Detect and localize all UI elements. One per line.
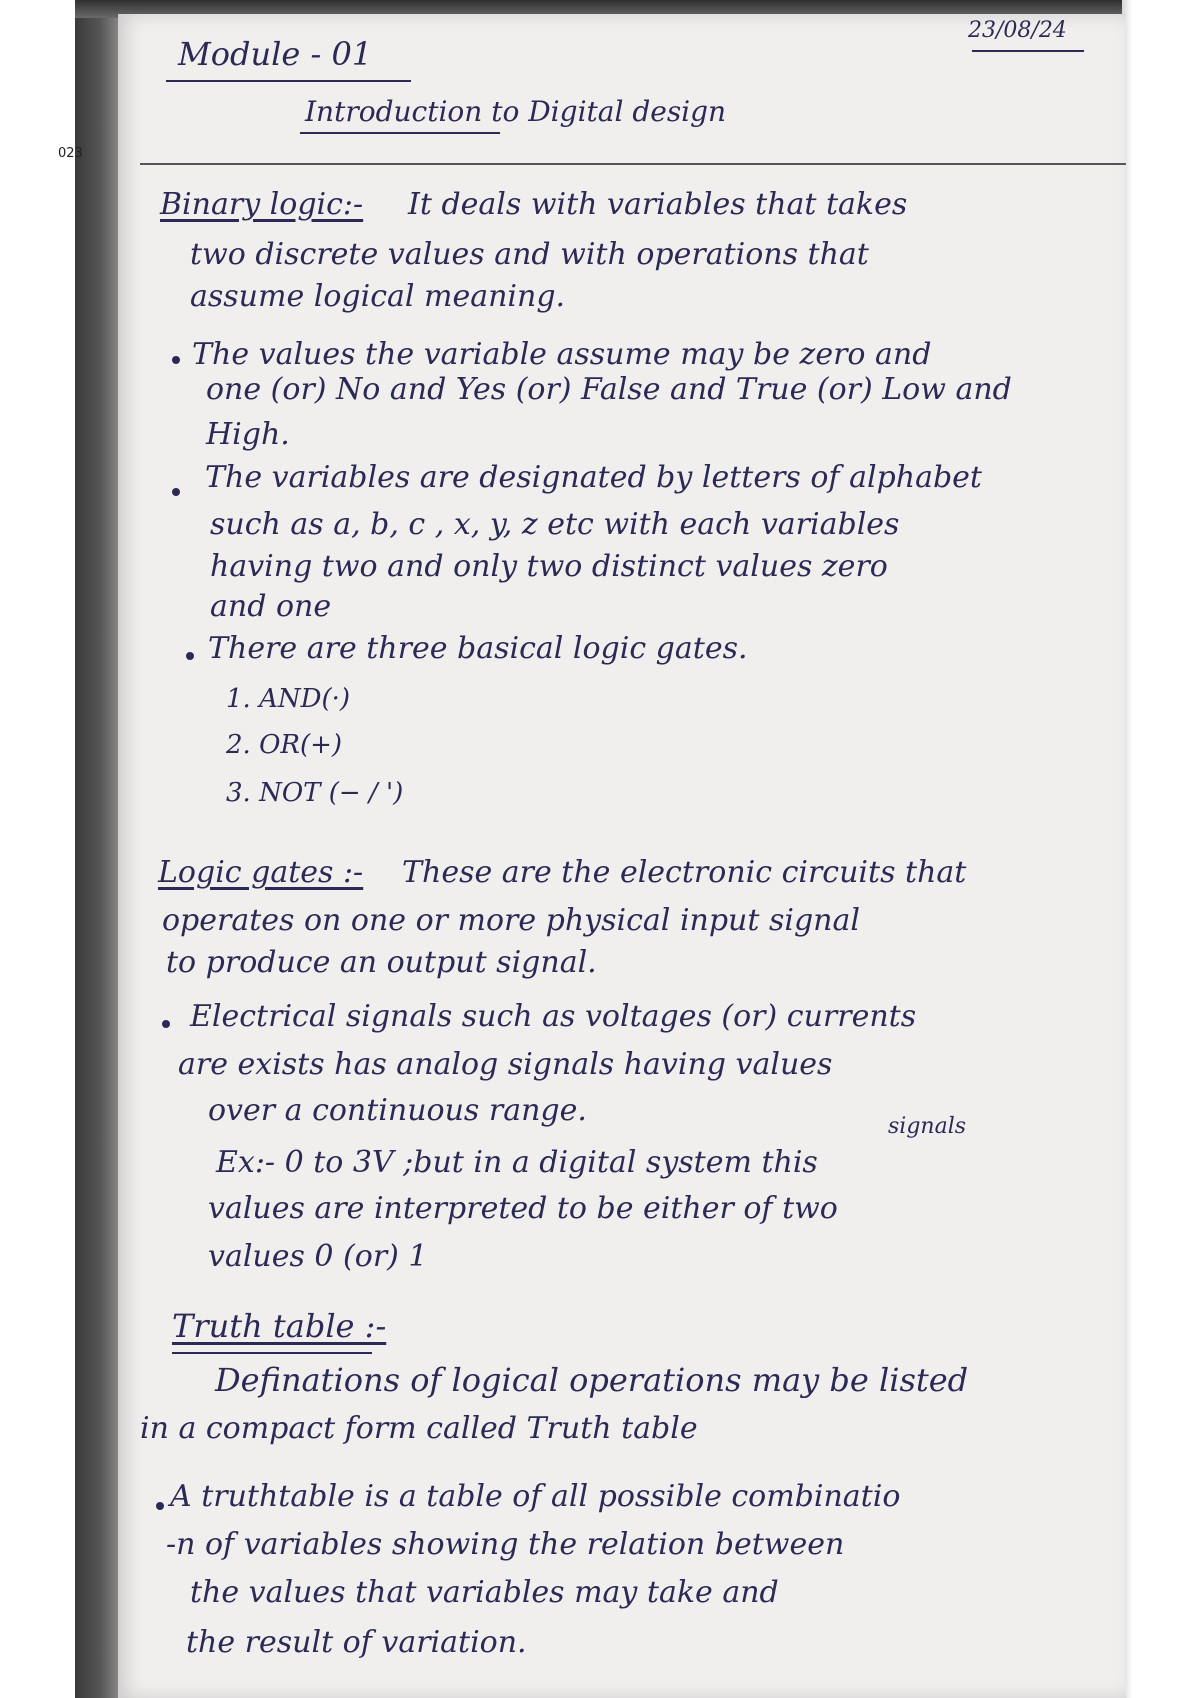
- example-line: Ex:- 0 to 3V ;but in a digital system this: [216, 1145, 818, 1180]
- text-line: The variables are designated by letters of alphabet: [205, 460, 982, 495]
- text-line: operates on one or more physical input signal: [162, 903, 860, 938]
- text-line: the values that variables may take and: [190, 1575, 779, 1610]
- bullet-dot: [162, 1020, 170, 1028]
- module-title: Module - 01: [178, 35, 373, 73]
- text-line: the result of variation.: [186, 1625, 527, 1660]
- text-line: assume logical meaning.: [190, 279, 566, 314]
- text-line: There are three basical logic gates.: [208, 631, 748, 666]
- date-underline: [972, 50, 1084, 52]
- insert-word: signals: [888, 1114, 967, 1139]
- text-line: and one: [210, 589, 332, 624]
- gate-item: 3. NOT (− / '): [226, 778, 404, 808]
- bullet-dot: [172, 356, 180, 364]
- binary-logic-heading: Binary logic:-: [160, 187, 364, 222]
- text-line: in a compact form called Truth table: [140, 1411, 698, 1446]
- text-line: Definations of logical operations may be listed: [215, 1361, 969, 1399]
- text-line: to produce an output signal.: [166, 945, 597, 980]
- text-line: over a continuous range.: [208, 1093, 587, 1128]
- bullet-dot: [172, 488, 180, 496]
- heading-double-underline: [172, 1352, 372, 1354]
- text-line: These are the electronic circuits that: [402, 855, 967, 890]
- gate-item: 1. AND(·): [226, 684, 350, 714]
- date: 23/08/24: [968, 18, 1067, 43]
- text-line: A truthtable is a table of all possible combinatio: [170, 1479, 901, 1514]
- example-line: values are interpreted to be either of two: [208, 1191, 838, 1226]
- text-line: one (or) No and Yes (or) False and True (or) Low and: [206, 372, 1012, 407]
- header-rule: [140, 163, 1126, 165]
- text-line: two discrete values and with operations that: [190, 237, 869, 272]
- text-line: having two and only two distinct values zero: [210, 549, 888, 584]
- binding-edge: [75, 0, 120, 1698]
- text-line: Electrical signals such as voltages (or) currents: [190, 999, 917, 1034]
- gate-item: 2. OR(+): [226, 730, 343, 760]
- text-line: High.: [206, 417, 290, 452]
- subtitle-underline: [300, 132, 500, 134]
- module-underline: [166, 80, 411, 82]
- subtitle: Introduction to Digital design: [305, 95, 727, 128]
- truth-table-heading: Truth table :-: [172, 1307, 387, 1345]
- example-line: values 0 (or) 1: [208, 1239, 428, 1274]
- bullet-dot: [156, 1502, 164, 1510]
- text-line: The values the variable assume may be zero and: [192, 337, 932, 372]
- text-line: -n of variables showing the relation between: [166, 1527, 845, 1562]
- logic-gates-heading: Logic gates :-: [158, 855, 364, 890]
- page-number: 023: [58, 146, 83, 161]
- text-line: It deals with variables that takes: [408, 187, 908, 222]
- text-line: are exists has analog signals having values: [178, 1047, 833, 1082]
- text-line: such as a, b, c , x, y, z etc with each variables: [210, 507, 900, 542]
- bullet-dot: [186, 652, 194, 660]
